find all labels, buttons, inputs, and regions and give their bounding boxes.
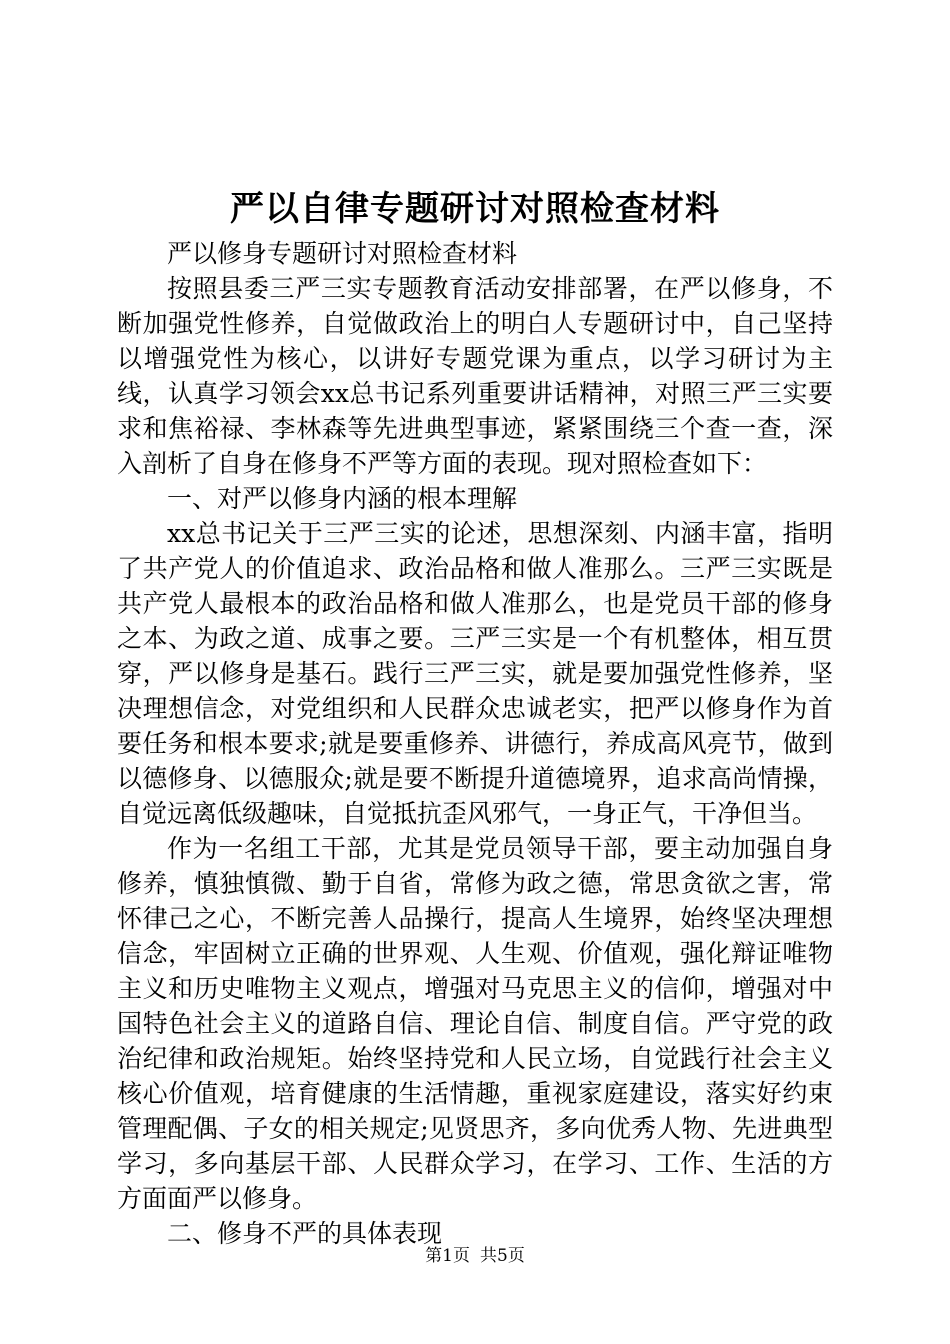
section-heading-1: 一、对严以修身内涵的根本理解 bbox=[167, 484, 518, 513]
body-paragraph: 作为一名组工干部，尤其是党员领导干部，要主动加强自身修养，慎独慎微、勤于自省，常修为政之德，常思贪欲之害，常怀律己之心，不断完善人品操行，提高人生境界，始终坚决理想信念，牢固树立正确的世界观、人生观、价值观，强化辩证唯物主义和历史唯物主义观点，增强对马克思主义的信仰，增强对中国特色社会主义的道路自信、理论自信、制度自信。严守党的政治纪律和政治规矩。始终坚持党和人民立场，自觉践行社会主义核心价值观，培育健康的生活情趣，重视家庭建设，落实好约束管理配偶、子女的相关规定;见贤思齐，多向优秀人物、先进典型学习，多向基层干部、人民群众学习，在学习、工作、生活的方方面面严以修身。 bbox=[117, 834, 833, 1213]
body-paragraph: xx总书记关于三严三实的论述，思想深刻、内涵丰富，指明了共产党人的价值追求、政治品格和做人准那么。三严三实既是共产党人最根本的政治品格和做人准那么，也是党员干部的修身之本、为政之道、成事之要。三严三实是一个有机整体，相互贯穿，严以修身是基石。践行三严三实，就是要加强党性修养，坚决理想信念，对党组织和人民群众忠诚老实，把严以修身作为首要任务和根本要求;就是要重修养、讲德行，养成高风亮节，做到以德修身、以德服众;就是要不断提升道德境界，追求高尚情操，自觉远离低级趣味，自觉抵抗歪风邪气，一身正气，干净但当。 bbox=[117, 519, 833, 828]
document-title: 严以自律专题研讨对照检查材料 bbox=[230, 189, 720, 229]
document-body bbox=[117, 236, 833, 1251]
section-heading-2: 二、修身不严的具体表现 bbox=[167, 1219, 443, 1248]
subtitle-paragraph: 严以修身专题研讨对照检查材料 bbox=[167, 239, 518, 268]
page-number: 第1页 bbox=[425, 1246, 470, 1266]
page-total: 共5页 bbox=[480, 1246, 525, 1266]
intro-paragraph: 按照县委三严三实专题教育活动安排部署，在严以修身，不断加强党性修养，自觉做政治上的明白人专题研讨中，自己坚持以增强党性为核心，以讲好专题党课为重点，以学习研讨为主线，认真学习领会xx总书记系列重要讲话精神，对照三严三实要求和焦裕禄、李林森等先进典型事迹，紧紧围绕三个查一查，深入剖析了自身在修身不严等方面的表现。现对照检查如下： bbox=[117, 274, 833, 478]
page-footer bbox=[0, 1244, 950, 1268]
